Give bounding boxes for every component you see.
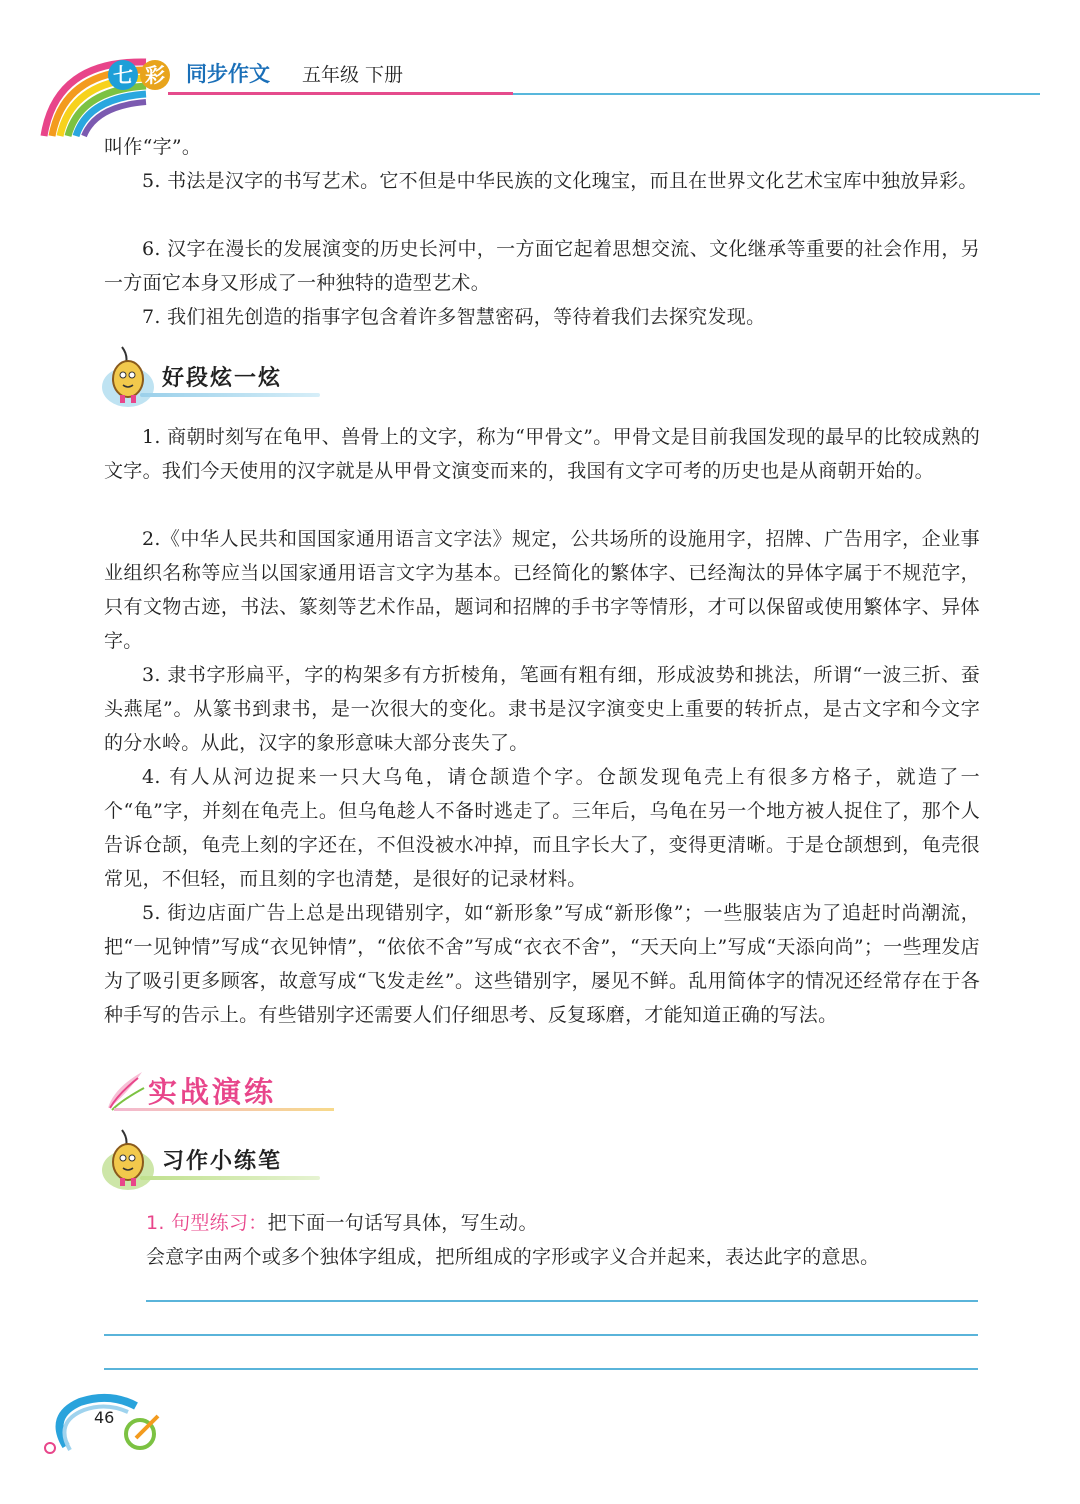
good-paragraph-2: 2.《中华人民共和国国家通用语言文字法》规定，公共场所的设施用字，招牌、广告用字，企业事业组织名称等应当以国家通用语言文字为基本。已经简化的繁体字、已经淘汰的异体字属于不规范字，只有文物古迹，书法、篆刻等艺术作品，题词和招牌的手书字等情形，才可以保留或使用繁体字、异体字。 (104, 528, 980, 652)
paragraph-item-7: 7. 我们祖先创造的指事字包含着许多智慧密码，等待着我们去探究发现。 (142, 306, 766, 328)
paragraph-continued: 叫作“字”。 (104, 136, 202, 158)
grade-label: 五年级 下册 (302, 64, 404, 86)
section-heading-practice (104, 1068, 344, 1118)
book-title: 同步作文 (186, 62, 270, 86)
exercise-sentence: 会意字由两个或多个独体字组成，把所组成的字形或字义合并起来，表达此字的意思。 (146, 1246, 880, 1268)
header-rule-pink (168, 92, 513, 95)
answer-line[interactable] (104, 1334, 978, 1336)
section-underline (140, 1176, 320, 1180)
good-paragraph-5: 5. 街边店面广告上总是出现错别字，如“新形象”写成“新形像”；一些服装店为了追赶时尚潮流，把“一见钟情”写成“衣见钟情”，“依依不舍”写成“衣衣不舍”，“天天向上”写成“天添向尚”；一些理发店为了吸引更多顾客，故意写成“飞发走丝”。这些错别字，屡见不鲜。乱用简体字的情况还经常存在于各种手写的告示上。有些错别字还需要人们仔细思考、反复琢磨，才能知道正确的写法。 (104, 902, 980, 1026)
question-label: 1. 句型练习： (146, 1212, 268, 1234)
section-heading-good-paragraphs (100, 345, 340, 405)
section-heading-exercise (100, 1128, 340, 1188)
section-underline (140, 393, 320, 397)
good-paragraph-4: 4. 有人从河边捉来一只大乌龟，请仓颉造个字。仓颉发现龟壳上有很多方格子，就造了一个“龟”字，并刻在龟壳上。但乌龟趁人不备时逃走了。三年后，乌龟在另一个地方被人捉住了，那个人告诉仓颉，龟壳上刻的字还在，不但没被水冲掉，而且字长大了，变得更清晰。于是仓颉想到，龟壳很常见，不但轻，而且刻的字也清楚，是很好的记录材料。 (104, 766, 980, 890)
logo-char-qi: 七 (108, 60, 138, 90)
page-number-badge (40, 1386, 170, 1470)
mascot-icon (100, 345, 162, 409)
paragraph-item-5: 5. 书法是汉字的书写艺术。它不但是中华民族的文化瑰宝，而且在世界文化艺术宝库中独放异彩。 (142, 170, 978, 192)
rainbow-logo-icon (36, 40, 186, 140)
exercise-question-1 (146, 1206, 980, 1240)
header-rule-blue (513, 93, 1040, 95)
mascot-icon (100, 1128, 162, 1192)
good-paragraph-1: 1. 商朝时刻写在龟甲、兽骨上的文字，称为“甲骨文”。甲骨文是目前我国发现的最早的比较成熟的文字。我们今天使用的汉字就是从甲骨文演变而来的，我国有文字可考的历史也是从商朝开始的。 (104, 426, 980, 482)
logo-char-cai: 彩 (140, 60, 170, 90)
good-paragraph-3: 3. 隶书字形扁平，字的构架多有方折棱角，笔画有粗有细，形成波势和挑法，所谓“一波三折、蚕头燕尾”。从篆书到隶书，是一次很大的变化。隶书是汉字演变史上重要的转折点，是古文字和今文字的分水岭。从此，汉字的象形意味大部分丧失了。 (104, 664, 980, 754)
answer-line[interactable] (146, 1300, 978, 1302)
section-title-exercise: 习作小练笔 (162, 1149, 283, 1174)
feather-icon (104, 1068, 148, 1112)
paragraph-item-6: 6. 汉字在漫长的发展演变的历史长河中，一方面它起着思想交流、文化继承等重要的社会作用，另一方面它本身又形成了一种独特的造型艺术。 (104, 238, 980, 294)
page-header (0, 0, 1080, 140)
page-number: 46 (94, 1408, 115, 1427)
section-title-good-paragraphs: 好段炫一炫 (162, 366, 283, 391)
question-instruction: 把下面一句话写具体，写生动。 (267, 1212, 538, 1234)
section-title-practice: 实战演练 (148, 1075, 277, 1109)
answer-line[interactable] (104, 1368, 978, 1370)
